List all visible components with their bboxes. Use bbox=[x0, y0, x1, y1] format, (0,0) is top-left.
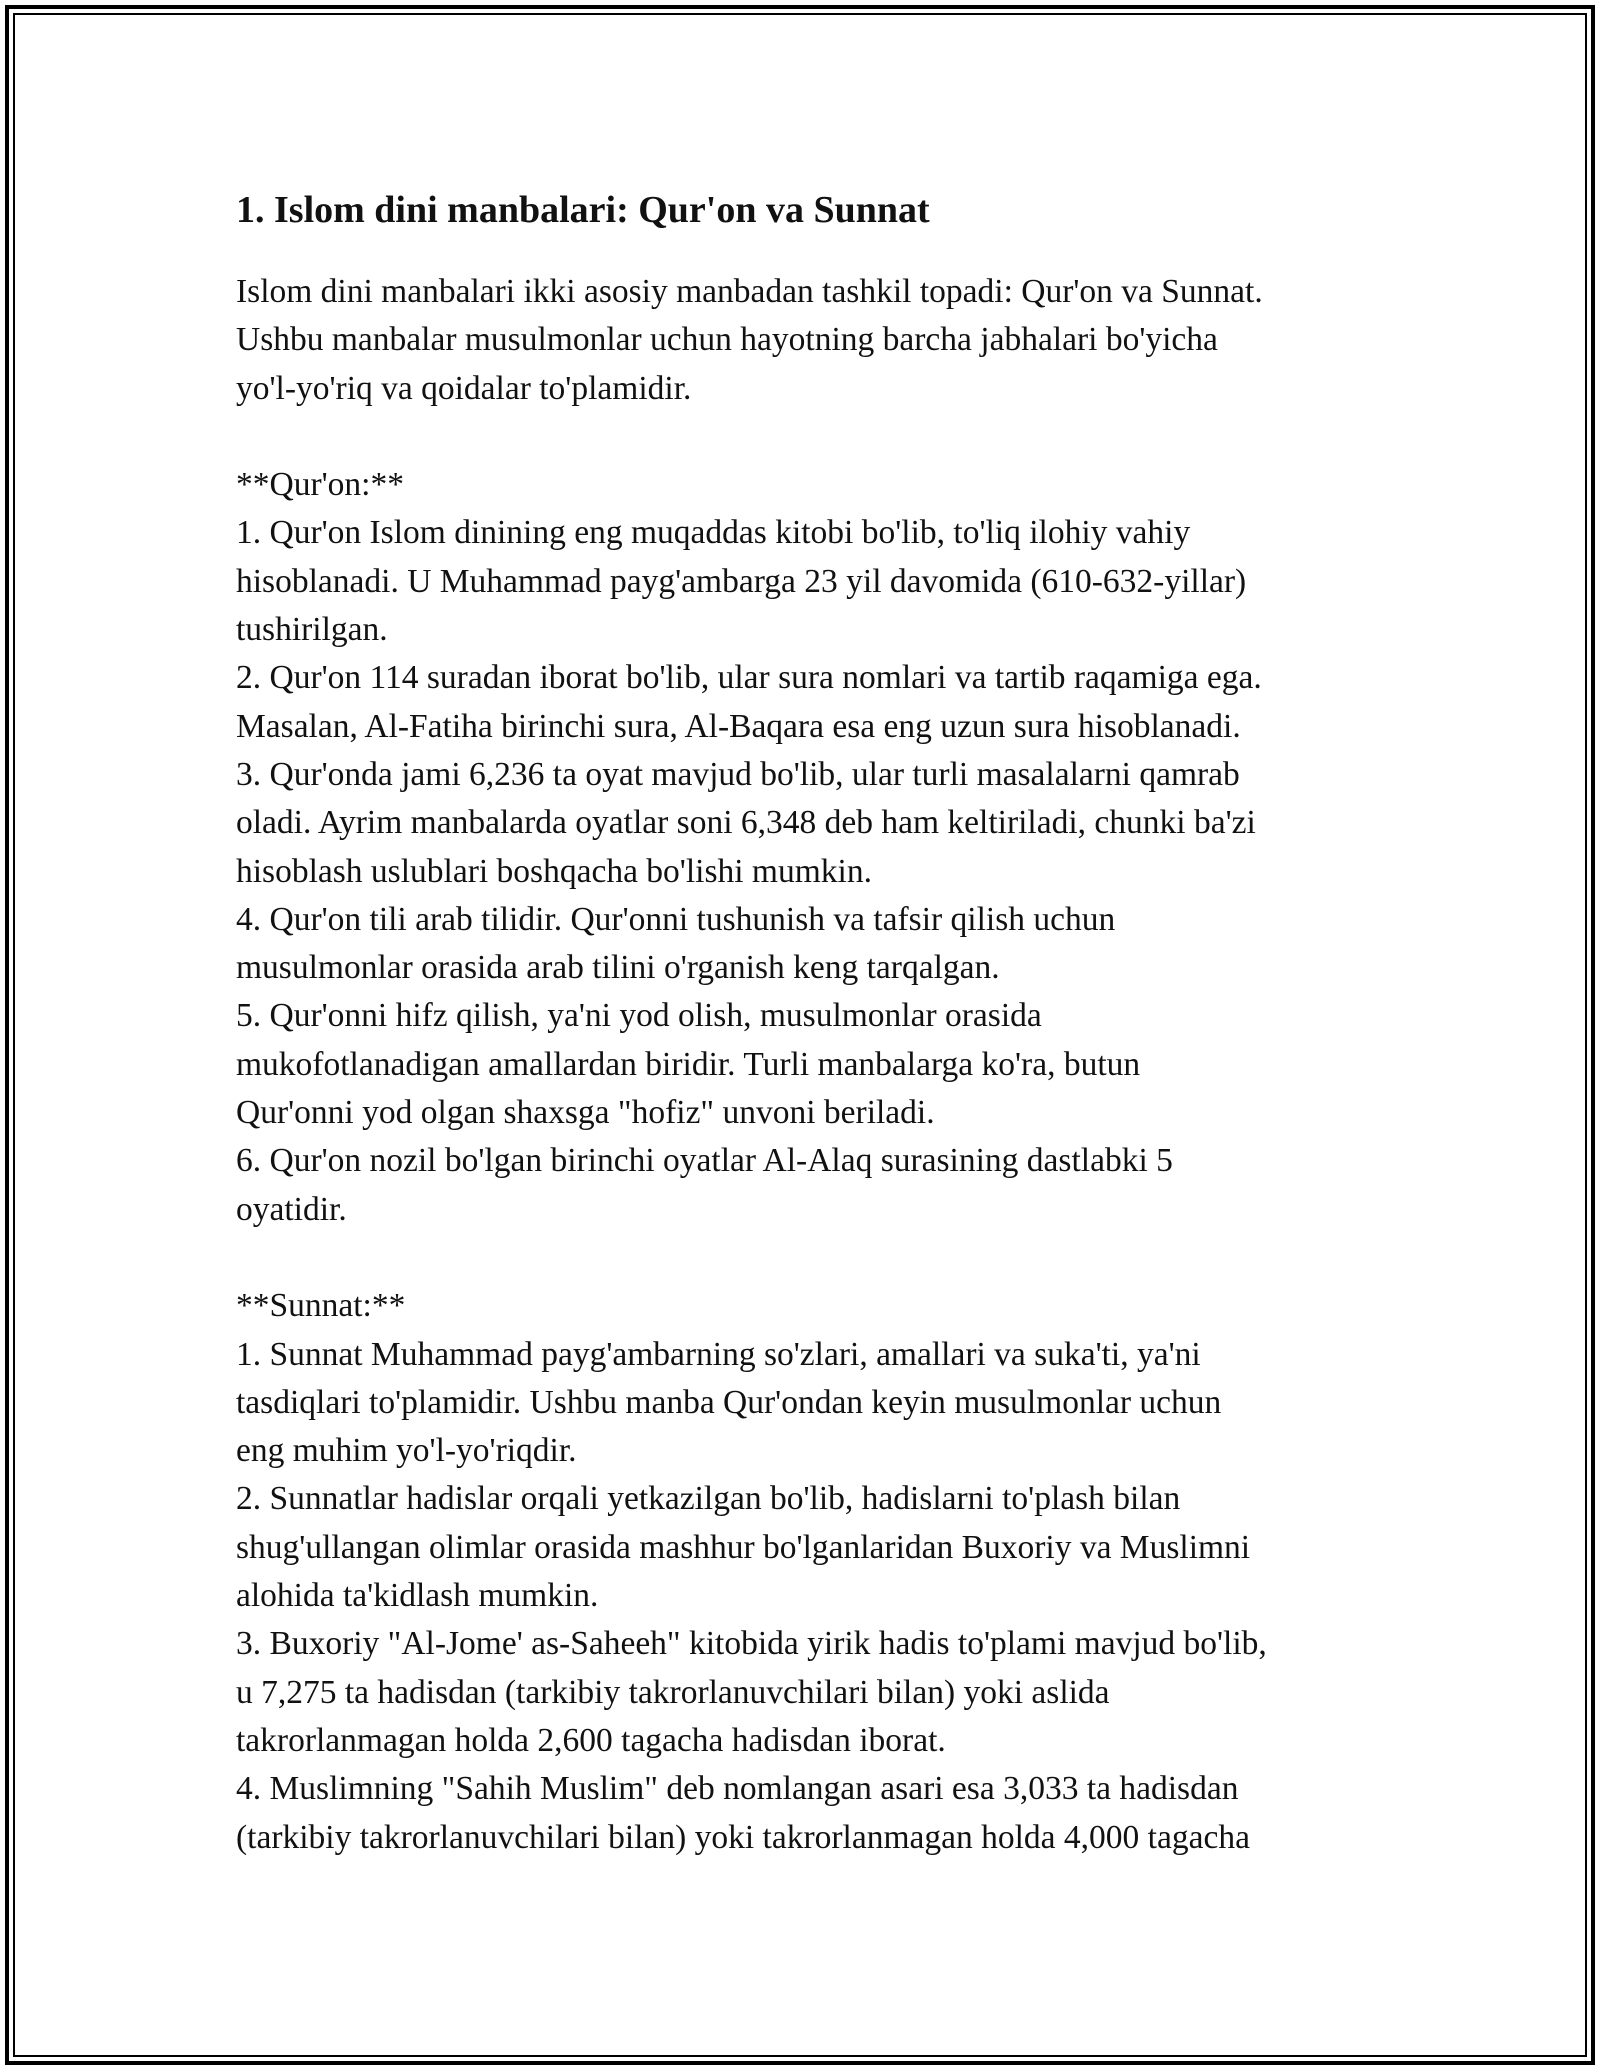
text-line: 4. Muslimning "Sahih Muslim" deb nomlangan asari esa 3,033 ta hadisdan bbox=[236, 1770, 1239, 1808]
text-line: oyatidir. bbox=[236, 1190, 347, 1228]
document-heading: 1. Islom dini manbalari: Qur'on va Sunnat bbox=[236, 189, 930, 231]
text-line: 2. Sunnatlar hadislar orqali yetkazilgan bo'lib, hadislarni to'plash bilan bbox=[236, 1480, 1181, 1518]
text-line: alohida ta'kidlash mumkin. bbox=[236, 1577, 599, 1615]
text-line: takrorlanmagan holda 2,600 tagacha hadisdan iborat. bbox=[236, 1721, 946, 1759]
text-line: 6. Qur'on nozil bo'lgan birinchi oyatlar Al-Alaq surasining dastlabki 5 bbox=[236, 1142, 1173, 1180]
text-line: (tarkibiy takrorlanuvchilari bilan) yoki takrorlanmagan holda 4,000 tagacha bbox=[236, 1818, 1250, 1856]
blank-line bbox=[236, 413, 1376, 461]
text-line: yo'l-yo'riq va qoidalar to'plamidir. bbox=[236, 369, 692, 407]
text-line: 1. Sunnat Muhammad payg'ambarning so'zlari, amallari va suka'ti, ya'ni bbox=[236, 1335, 1201, 1373]
text-line: tasdiqlari to'plamidir. Ushbu manba Qur'ondan keyin musulmonlar uchun bbox=[236, 1383, 1222, 1421]
text-line: hisoblash uslublari boshqacha bo'lishi mumkin. bbox=[236, 852, 872, 890]
text-line: musulmonlar orasida arab tilini o'rganish keng tarqalgan. bbox=[236, 949, 1000, 987]
text-line: Qur'onni yod olgan shaxsga "hofiz" unvoni beriladi. bbox=[236, 1094, 935, 1132]
text-line: 3. Buxoriy "Al-Jome' as-Saheeh" kitobida yirik hadis to'plami mavjud bo'lib, bbox=[236, 1625, 1267, 1663]
text-line: 3. Qur'onda jami 6,236 ta oyat mavjud bo'lib, ular turli masalalarni qamrab bbox=[236, 755, 1240, 793]
text-line: 2. Qur'on 114 suradan iborat bo'lib, ular sura nomlari va tartib raqamiga ega. bbox=[236, 659, 1262, 697]
text-line: 4. Qur'on tili arab tilidir. Qur'onni tushunish va tafsir qilish uchun bbox=[236, 900, 1116, 938]
text-line: **Qur'on:** bbox=[236, 466, 404, 504]
text-line: Islom dini manbalari ikki asosiy manbadan tashkil topadi: Qur'on va Sunnat. bbox=[236, 273, 1263, 310]
text-line: 5. Qur'onni hifz qilish, ya'ni yod olish, musulmonlar orasida bbox=[236, 997, 1042, 1035]
document-body bbox=[236, 186, 1376, 1862]
text-line: 1. Qur'on Islom dinining eng muqaddas kitobi bo'lib, to'liq ilohiy vahiy bbox=[236, 514, 1191, 552]
text-line: **Sunnat:** bbox=[236, 1287, 406, 1325]
text-line: Ushbu manbalar musulmonlar uchun hayotning barcha jabhalari bo'yicha bbox=[236, 321, 1218, 359]
text-line: u 7,275 ta hadisdan (tarkibiy takrorlanuvchilari bilan) yoki aslida bbox=[236, 1673, 1110, 1711]
document-text bbox=[236, 268, 1376, 1862]
text-line: oladi. Ayrim manbalarda oyatlar soni 6,348 deb ham keltiriladi, chunki ba'zi bbox=[236, 804, 1256, 842]
text-line: mukofotlanadigan amallardan biridir. Turli manbalarga ko'ra, butun bbox=[236, 1045, 1141, 1083]
text-line: tushirilgan. bbox=[236, 611, 388, 649]
text-line: hisoblanadi. U Muhammad payg'ambarga 23 yil davomida (610-632-yillar) bbox=[236, 562, 1247, 600]
text-line: Masalan, Al-Fatiha birinchi sura, Al-Baqara esa eng uzun sura hisoblanadi. bbox=[236, 707, 1241, 745]
text-line: shug'ullangan olimlar orasida mashhur bo'lganlaridan Buxoriy va Muslimni bbox=[236, 1528, 1251, 1566]
text-line: eng muhim yo'l-yo'riqdir. bbox=[236, 1432, 577, 1470]
blank-line bbox=[236, 1234, 1376, 1282]
